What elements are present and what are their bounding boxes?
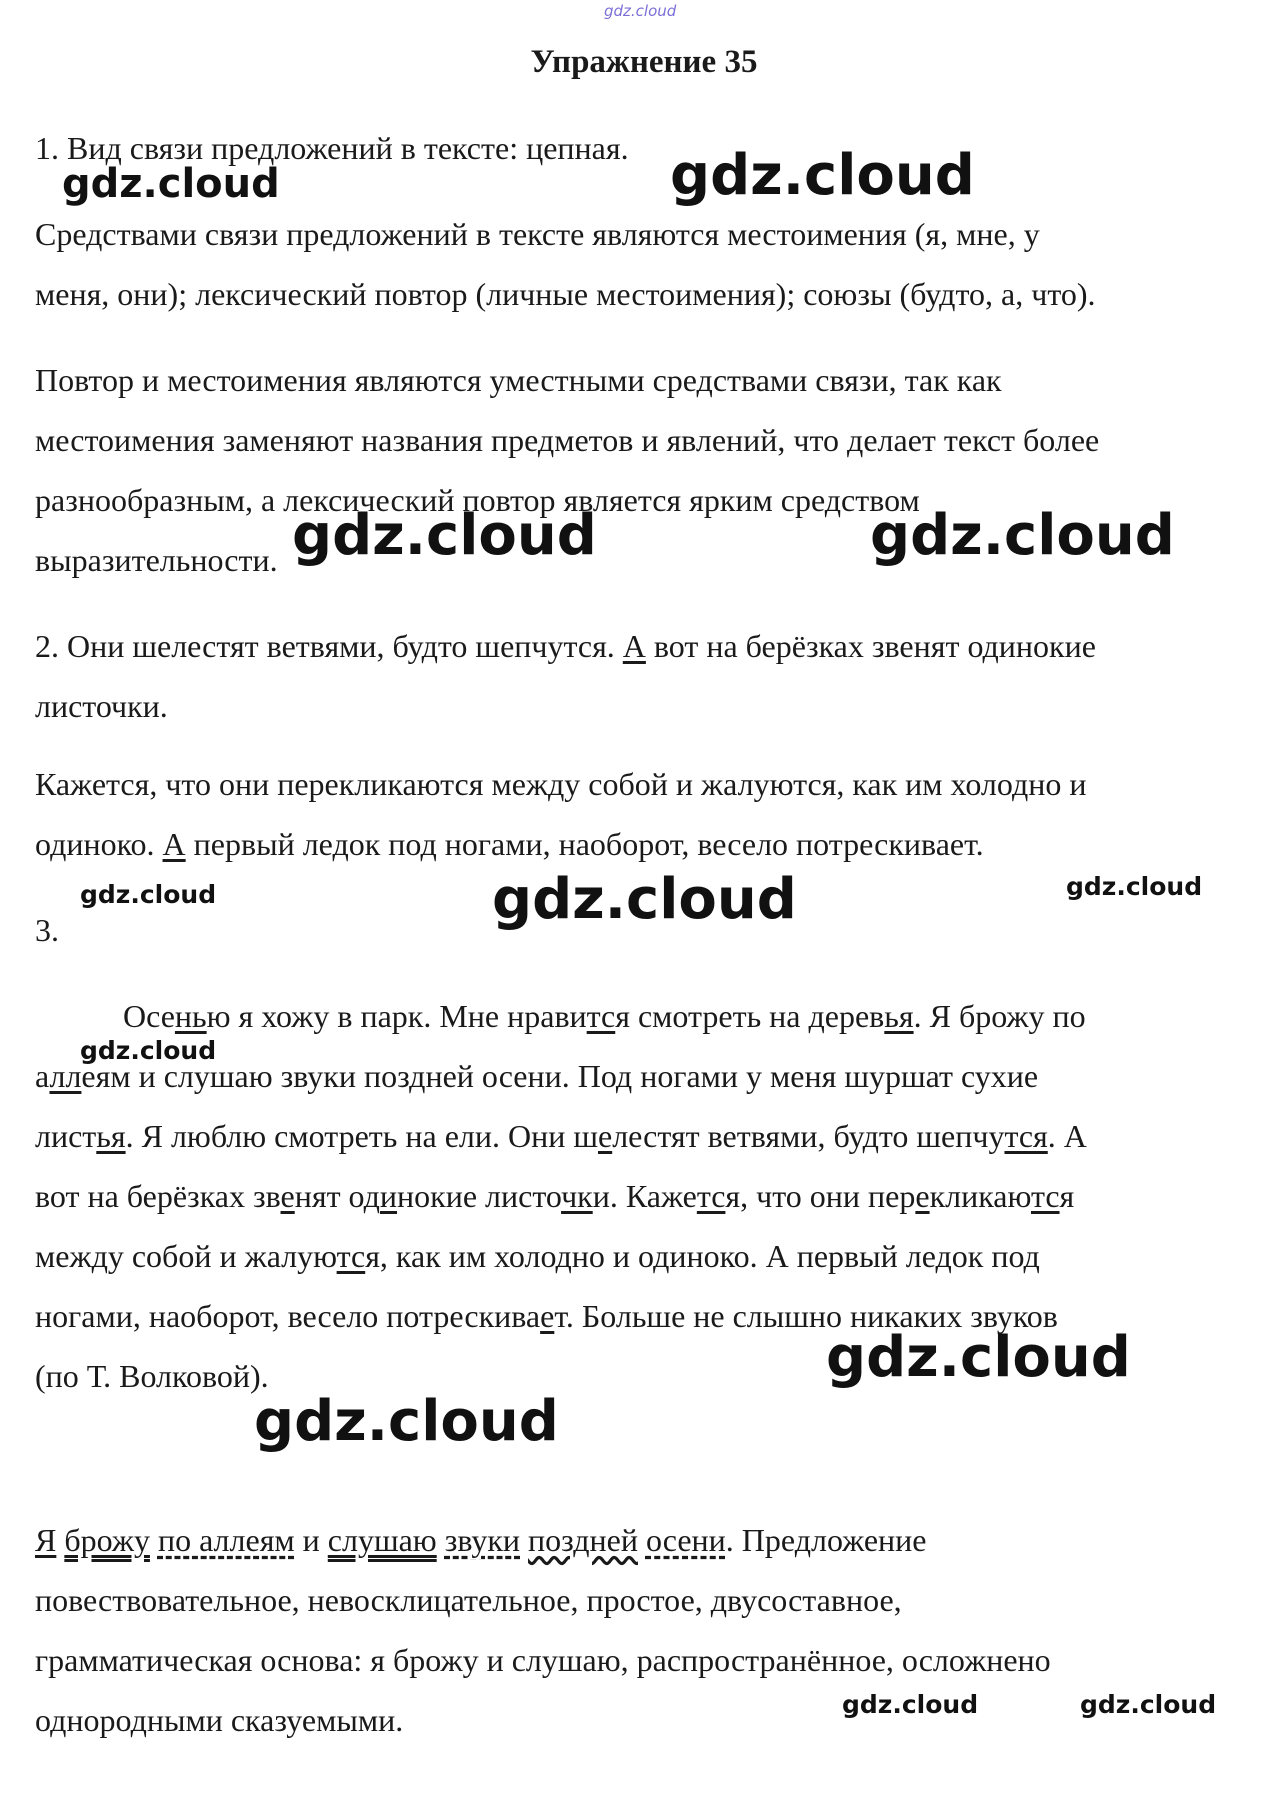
header-watermark: gdz.cloud <box>604 2 677 20</box>
s2-text: вот на берёзках звенят одинокие <box>645 628 1096 664</box>
orthogram: тс <box>336 1238 366 1274</box>
text: ю я хожу в парк. Мне нрави <box>206 998 587 1034</box>
watermark: gdz.cloud <box>826 1325 1131 1390</box>
orthogram: чк <box>561 1178 593 1214</box>
s3-line-3 <box>35 1118 1087 1155</box>
text: нокие листо <box>397 1178 562 1214</box>
s3-line-1 <box>123 998 1086 1035</box>
text: между собой и жалую <box>35 1238 337 1274</box>
orthogram: тс <box>1030 1178 1060 1214</box>
s1-line-6: разнообразным, а лексический повтор является ярким средством <box>35 482 920 518</box>
s4-line-4: однородными сказуемыми. <box>35 1702 404 1738</box>
s1-line-4: Повтор и местоимения являются уместными средствами связи, так как <box>35 362 1002 398</box>
object: звуки <box>444 1522 521 1558</box>
text: лист <box>35 1118 97 1154</box>
s4-line-2: повествовательное, невосклицательное, простое, двусоставное, <box>35 1582 902 1618</box>
s1-line-7: выразительности. <box>35 542 278 578</box>
orthogram: е <box>597 1118 613 1154</box>
text: кликаю <box>929 1178 1031 1214</box>
orthogram: д <box>409 1058 426 1094</box>
text: ней осени. Под ногами у меня шуршат сухие <box>425 1058 1039 1094</box>
text: . Я брожу по <box>913 998 1086 1034</box>
s3-line-5 <box>35 1238 1040 1275</box>
text: а <box>35 1058 50 1094</box>
s2-text: первый ледок под ногами, наоборот, весело потрескивает. <box>185 826 984 862</box>
watermark: gdz.cloud <box>292 503 597 568</box>
text: . Я люблю смотреть на ели. Они ш <box>125 1118 598 1154</box>
s2-text: одиноко. <box>35 826 163 862</box>
orthogram: тс <box>586 998 616 1034</box>
s1-line-1: 1. Вид связи предложений в тексте: цепная. <box>35 130 629 166</box>
text: . А <box>1047 1118 1087 1154</box>
s2-line-1 <box>35 628 1096 665</box>
s2-line-4 <box>35 826 984 863</box>
orthogram: тся <box>1004 1118 1048 1154</box>
text: Осе <box>123 998 175 1034</box>
predicate: слушаю <box>327 1522 437 1558</box>
orthogram: е <box>915 1178 930 1214</box>
orthogram: и <box>379 1178 398 1214</box>
text: . Предложение <box>725 1522 927 1558</box>
orthogram: е <box>280 1178 295 1214</box>
watermark: gdz.cloud <box>80 880 217 909</box>
adverbial: по аллеям <box>157 1522 295 1558</box>
orthogram: нь <box>174 998 207 1034</box>
watermark: gdz.cloud <box>1080 1690 1217 1719</box>
text: и. Каже <box>592 1178 697 1214</box>
text: я, как им холодно и одиноко. А первый ледок под <box>365 1238 1040 1274</box>
s2-line-2: листочки. <box>35 688 168 724</box>
subject: Я <box>35 1522 57 1558</box>
orthogram: ья <box>884 998 914 1034</box>
s3-line-7: (по Т. Волковой). <box>35 1358 269 1394</box>
s4-line-1 <box>35 1522 926 1559</box>
s1-line-5: местоимения заменяют названия предметов и явлений, что делает текст более <box>35 422 1100 458</box>
text: я смотреть на дерев <box>615 998 885 1034</box>
orthogram: лл <box>49 1058 82 1094</box>
s2-text: 2. Они шелестят ветвями, будто шепчутся. <box>35 628 623 664</box>
text: еям и слушаю звуки поз <box>81 1058 410 1094</box>
text: лестят ветвями, будто шепчу <box>612 1118 1005 1154</box>
s2-conjunction: А <box>162 826 186 862</box>
s3-line-4 <box>35 1178 1074 1215</box>
watermark: gdz.cloud <box>670 143 975 208</box>
s4-line-3: грамматическая основа: я брожу и слушаю, распространённое, осложнено <box>35 1642 1051 1678</box>
attribute: поздней <box>528 1522 638 1558</box>
watermark: gdz.cloud <box>870 503 1175 568</box>
text: я, что они пер <box>725 1178 916 1214</box>
s1-line-3: меня, они); лексический повтор (личные местоимения); союзы (будто, а, что). <box>35 276 1096 312</box>
watermark: gdz.cloud <box>1066 872 1203 901</box>
s1-line-2: Средствами связи предложений в тексте являются местоимения (я, мне, у <box>35 216 1040 252</box>
watermark: gdz.cloud <box>80 1036 217 1065</box>
watermark: gdz.cloud <box>842 1690 979 1719</box>
page-title: Упражнение 35 <box>530 44 758 80</box>
watermark: gdz.cloud <box>254 1389 559 1454</box>
orthogram: ья <box>96 1118 126 1154</box>
watermark: gdz.cloud <box>62 161 280 207</box>
object: осени <box>645 1522 726 1558</box>
watermark: gdz.cloud <box>492 867 797 932</box>
text: вот на берёзках зв <box>35 1178 281 1214</box>
text: ногами, наоборот, весело потрескива <box>35 1298 541 1334</box>
predicate: брожу <box>64 1522 150 1558</box>
s3-number: 3. <box>35 912 59 948</box>
conjunction: и <box>302 1522 320 1558</box>
text: нят од <box>294 1178 380 1214</box>
s2-line-3: Кажется, что они перекликаются между собой и жалуются, как им холодно и <box>35 766 1087 802</box>
text: я <box>1059 1178 1075 1214</box>
orthogram: тс <box>696 1178 726 1214</box>
s2-conjunction: А <box>622 628 646 664</box>
orthogram: е <box>540 1298 555 1334</box>
text: т. Больше не слышно никаких звуков <box>554 1298 1058 1334</box>
